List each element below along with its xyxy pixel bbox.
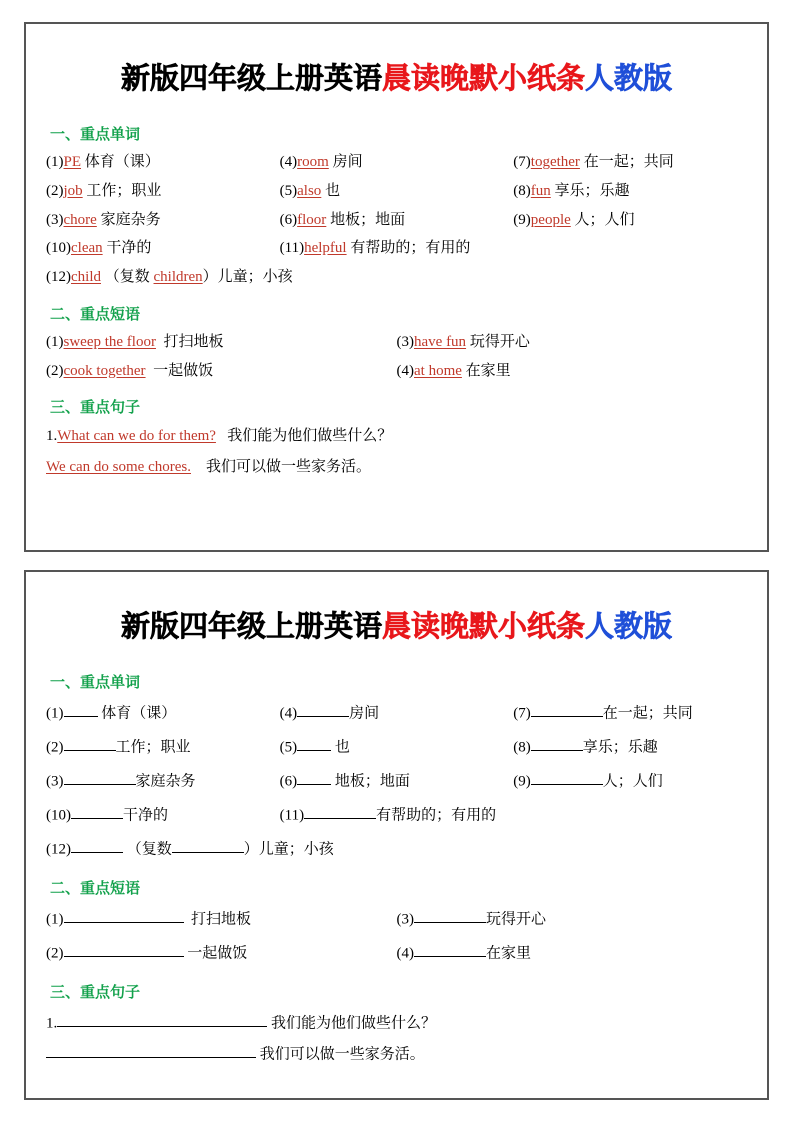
title-segment-blue: 人教版 bbox=[585, 611, 673, 643]
phrase-answer-blank[interactable] bbox=[414, 908, 486, 923]
phrase-chinese: 一起做饭 bbox=[153, 362, 214, 379]
answer-card bbox=[24, 22, 769, 552]
word-blank-row bbox=[46, 736, 747, 759]
phrase-english: cook together bbox=[63, 362, 146, 379]
word-item bbox=[513, 210, 747, 232]
word-chinese-prefix: （复数 bbox=[104, 269, 150, 285]
sentence-index: 1. bbox=[46, 1015, 58, 1032]
phrase-answer-blank[interactable] bbox=[64, 942, 184, 957]
page-title bbox=[46, 56, 747, 97]
word-chinese: 干净的 bbox=[106, 240, 152, 257]
word-english: floor bbox=[297, 211, 327, 228]
word-chinese: 地板；地面 bbox=[330, 211, 406, 228]
phrase-chinese: 在家里 bbox=[486, 945, 532, 962]
word-blank-item bbox=[280, 804, 747, 827]
phrase-english: have fun bbox=[414, 333, 467, 350]
word-english: clean bbox=[71, 240, 103, 257]
word-answer-blank[interactable] bbox=[64, 702, 98, 717]
word-english: people bbox=[530, 211, 571, 228]
phrase-chinese: 一起做饭 bbox=[187, 945, 248, 962]
word-index: (6) bbox=[279, 773, 298, 790]
title-segment-red: 晨读晚默小纸条 bbox=[381, 63, 585, 95]
section-heading-words: 一、重点单词 bbox=[50, 674, 141, 691]
word-blank-item bbox=[513, 702, 747, 725]
word-item bbox=[280, 152, 514, 174]
word-english: also bbox=[297, 182, 322, 199]
phrase-chinese: 玩得开心 bbox=[486, 911, 547, 928]
word-chinese: 有帮助的；有用的 bbox=[376, 807, 497, 824]
word-chinese: 地板；地面 bbox=[334, 773, 410, 790]
word-index: (6) bbox=[279, 211, 298, 228]
phrase-row bbox=[46, 361, 747, 383]
title-segment-blue: 人教版 bbox=[585, 63, 673, 95]
phrase-answer-blank[interactable] bbox=[414, 942, 486, 957]
word-answer-blank[interactable] bbox=[64, 736, 116, 751]
word-item bbox=[513, 181, 747, 203]
word-chinese: 房间 bbox=[332, 154, 363, 170]
word-english: job bbox=[63, 182, 83, 199]
phrase-blank-row bbox=[46, 942, 747, 965]
word-chinese: 有帮助的；有用的 bbox=[350, 240, 471, 257]
phrase-index: (1) bbox=[46, 333, 64, 350]
phrase-index: (4) bbox=[396, 945, 414, 962]
word-english: PE bbox=[63, 154, 82, 170]
section-heading-sentences: 三、重点句子 bbox=[50, 984, 141, 1001]
word-blank-item bbox=[280, 770, 514, 793]
word-answer-blank[interactable] bbox=[64, 770, 136, 785]
word-blank-item bbox=[513, 770, 747, 793]
sentence-chinese: 我们能为他们做些什么？ bbox=[227, 428, 393, 445]
word-chinese-prefix: （复数 bbox=[126, 841, 172, 858]
section-heading-sentences: 三、重点句子 bbox=[50, 399, 141, 417]
phrase-chinese: 在家里 bbox=[465, 362, 511, 379]
word-index: (11) bbox=[279, 240, 305, 257]
word-item bbox=[280, 181, 514, 203]
title-segment-red: 晨读晚默小纸条 bbox=[381, 611, 585, 643]
phrase-item bbox=[397, 361, 748, 383]
word-chinese: 干净的 bbox=[123, 807, 169, 824]
phrase-index: (1) bbox=[46, 911, 64, 928]
sentence-chinese: 我们可以做一些家务活。 bbox=[206, 458, 372, 475]
word-blank-item bbox=[46, 736, 280, 759]
word-answer-blank[interactable] bbox=[71, 838, 123, 853]
word-index: (5) bbox=[279, 739, 298, 756]
sentence-answer-blank[interactable] bbox=[46, 1043, 256, 1058]
word-english: helpful bbox=[304, 240, 347, 257]
word-chinese: 体育（课） bbox=[101, 705, 177, 722]
phrase-english: at home bbox=[414, 362, 462, 379]
word-index: (8) bbox=[513, 182, 531, 199]
word-index: (10) bbox=[46, 807, 71, 824]
word-answer-blank[interactable] bbox=[531, 736, 583, 751]
sentence-item bbox=[46, 456, 747, 479]
word-blank-item bbox=[46, 770, 280, 793]
word-answer-blank[interactable] bbox=[297, 770, 331, 785]
word-chinese: 也 bbox=[325, 182, 341, 199]
word-index: (7) bbox=[513, 705, 531, 722]
word-chinese: 在一起；共同 bbox=[583, 154, 674, 170]
word-row bbox=[46, 238, 747, 260]
word-index: (2) bbox=[46, 739, 64, 756]
word-index: (2) bbox=[46, 182, 64, 199]
word-item bbox=[280, 238, 747, 260]
word-index: (7) bbox=[513, 154, 531, 170]
phrase-index: (3) bbox=[396, 911, 414, 928]
word-index: (4) bbox=[279, 705, 298, 722]
word-index: (4) bbox=[279, 154, 298, 170]
sentence-chinese: 我们可以做一些家务活。 bbox=[259, 1046, 425, 1062]
phrase-blank-item bbox=[397, 908, 748, 931]
word-blank-item bbox=[46, 838, 747, 861]
word-blank-item bbox=[280, 736, 514, 759]
practice-card bbox=[24, 570, 769, 1100]
sentence-english: What can we do for them? bbox=[57, 428, 216, 445]
word-index: (8) bbox=[513, 739, 531, 756]
phrase-answer-blank[interactable] bbox=[64, 908, 184, 923]
word-index: (9) bbox=[513, 211, 531, 228]
sentence-item bbox=[46, 425, 747, 448]
sentence-blank-item bbox=[46, 1043, 747, 1066]
word-item bbox=[513, 152, 747, 174]
word-chinese: 体育（课） bbox=[84, 154, 160, 170]
phrase-chinese: 玩得开心 bbox=[469, 333, 530, 350]
word-chinese: 工作；职业 bbox=[115, 739, 191, 756]
word-english: child bbox=[71, 269, 101, 285]
word-answer-blank[interactable] bbox=[304, 804, 376, 819]
section-heading-phrases: 二、重点短语 bbox=[50, 305, 141, 323]
word-blank-row bbox=[46, 702, 747, 725]
phrase-blank-item bbox=[46, 908, 397, 931]
sentence-blank-item bbox=[46, 1012, 747, 1035]
word-answer-blank[interactable] bbox=[71, 804, 123, 819]
word-blank-item bbox=[280, 702, 514, 725]
word-row bbox=[46, 181, 747, 203]
word-blank-row bbox=[46, 838, 747, 861]
phrase-item bbox=[46, 361, 397, 383]
word-answer-blank[interactable] bbox=[297, 702, 349, 717]
word-index: (12) bbox=[46, 269, 71, 285]
sentence-chinese: 我们能为他们做些什么？ bbox=[271, 1015, 437, 1032]
title-segment-black: 新版四年级上册英语 bbox=[120, 63, 382, 95]
phrase-index: (4) bbox=[396, 362, 414, 379]
sentence-answer-blank[interactable] bbox=[57, 1012, 267, 1027]
word-answer-blank[interactable] bbox=[531, 770, 603, 785]
word-plural-blank[interactable] bbox=[172, 838, 244, 853]
word-english: together bbox=[530, 154, 580, 170]
word-chinese: ）儿童；小孩 bbox=[202, 269, 293, 285]
word-chinese: 家庭杂务 bbox=[100, 211, 161, 228]
phrase-row bbox=[46, 332, 747, 354]
word-blank-row bbox=[46, 804, 747, 827]
word-row bbox=[46, 152, 747, 174]
word-item bbox=[46, 181, 280, 203]
word-item bbox=[46, 210, 280, 232]
word-chinese: ）儿童；小孩 bbox=[243, 841, 334, 858]
word-blank-row bbox=[46, 770, 747, 793]
word-chinese: 人；人们 bbox=[574, 211, 635, 228]
word-index: (1) bbox=[46, 705, 64, 722]
word-english-plural: children bbox=[153, 269, 203, 285]
word-chinese: 在一起；共同 bbox=[602, 705, 693, 722]
word-row bbox=[46, 210, 747, 232]
word-index: (3) bbox=[46, 773, 64, 790]
word-answer-blank[interactable] bbox=[531, 702, 603, 717]
word-english: room bbox=[297, 154, 329, 170]
word-item bbox=[46, 267, 747, 289]
word-index: (10) bbox=[46, 240, 71, 257]
word-chinese: 家庭杂务 bbox=[135, 773, 196, 790]
phrase-chinese: 打扫地板 bbox=[163, 333, 224, 350]
word-index: (9) bbox=[513, 773, 531, 790]
word-chinese: 人；人们 bbox=[602, 773, 663, 790]
word-blank-item bbox=[513, 736, 747, 759]
section-heading-phrases: 二、重点短语 bbox=[50, 880, 141, 897]
phrase-blank-item bbox=[46, 942, 397, 965]
phrase-index: (2) bbox=[46, 945, 64, 962]
word-item bbox=[280, 210, 514, 232]
word-english: chore bbox=[63, 211, 97, 228]
page-title-practice bbox=[46, 604, 747, 645]
section-heading-words: 一、重点单词 bbox=[50, 126, 141, 143]
word-chinese: 也 bbox=[334, 739, 350, 756]
word-answer-blank[interactable] bbox=[297, 736, 331, 751]
word-index: (11) bbox=[279, 807, 305, 824]
word-chinese: 房间 bbox=[349, 705, 380, 722]
phrase-english: sweep the floor bbox=[63, 333, 156, 350]
word-blank-item bbox=[46, 804, 280, 827]
phrase-blank-item bbox=[397, 942, 748, 965]
word-chinese: 享乐；乐趣 bbox=[582, 739, 658, 756]
title-segment-black: 新版四年级上册英语 bbox=[120, 611, 382, 643]
word-index: (12) bbox=[46, 841, 71, 858]
sentence-english: We can do some chores. bbox=[46, 458, 191, 475]
phrase-item bbox=[397, 332, 748, 354]
phrase-index: (3) bbox=[396, 333, 414, 350]
word-index: (1) bbox=[46, 154, 64, 170]
sentence-index: 1. bbox=[46, 428, 58, 445]
word-index: (5) bbox=[279, 182, 298, 199]
word-english: fun bbox=[530, 182, 551, 199]
phrase-chinese: 打扫地板 bbox=[191, 911, 252, 928]
phrase-item bbox=[46, 332, 397, 354]
word-chinese: 享乐；乐趣 bbox=[554, 182, 630, 199]
phrase-index: (2) bbox=[46, 362, 64, 379]
word-item bbox=[46, 238, 280, 260]
word-chinese: 工作；职业 bbox=[86, 182, 162, 199]
word-item bbox=[46, 152, 280, 174]
word-blank-item bbox=[46, 702, 280, 725]
phrase-blank-row bbox=[46, 908, 747, 931]
word-index: (3) bbox=[46, 211, 64, 228]
word-row bbox=[46, 267, 747, 289]
